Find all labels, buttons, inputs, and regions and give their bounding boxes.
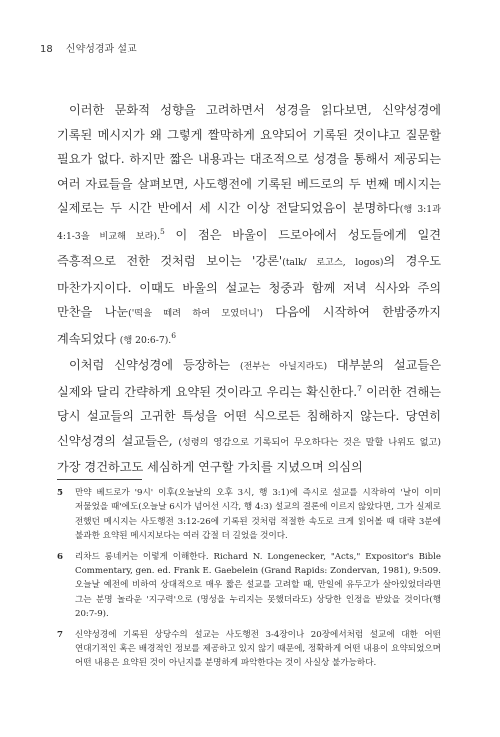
footnote-6 (57, 550, 441, 622)
page-number: 18 (40, 44, 53, 55)
footnotes (57, 486, 441, 677)
paragraph-2-text-c: 이러한 견해는 당시 설교들의 고귀한 특성을 어떤 식으로든 침해하지 않는다. 당연히 신약성경의 설교들은, (57, 384, 441, 448)
footnote-number: 7 (57, 629, 63, 640)
paragraph-2-text-a: 이처럼 신약성경에 등장하는 (69, 358, 240, 372)
paragraph-1-text-d: 다음에 시작하여 한밤중까지 계속되었다 (57, 305, 442, 346)
footnote-number: 6 (57, 551, 63, 562)
paragraph-1-aside-c: ('떡을 떼려 하여 모였더니') (128, 308, 263, 319)
footnote-7 (57, 628, 441, 671)
paragraph-1-aside-d: (행 20:6-7). (119, 334, 172, 346)
paragraph-1 (57, 98, 441, 353)
paragraph-2-aside-a: (전부는 아닐지라도) (239, 361, 328, 372)
paragraph-2-text-d: 가장 경건하고도 세심하게 연구할 가치를 지녔으며 의심의 (57, 460, 363, 474)
paragraph-1-text-b: 이 점은 바울이 드로아에서 성도들에게 일견 즉흥적으로 전한 것처럼 보이는 '강론' (57, 227, 441, 268)
paragraph-2-text-b: 대부분의 설교들은 실제와 달리 간략하게 요약된 것이라고 우리는 확신한다. (57, 358, 442, 399)
paragraph-1-aside-a: (행 3:1과 4:1-3을 비교해 보라). (57, 204, 441, 242)
footnote-text: 신약성경에 기록된 상당수의 설교는 사도행전 3-4장이나 20장에서처럼 설교에 대한 어떤 연대기적인 혹은 배경적인 정보를 제공하고 있지 않기 때문에, 정확하게 어떤 내용이 요약되었으며 어떤 내용은 요약된 것이 아닌지를 분명하게 파악한다는 것이 사실상 불가능하다. (75, 629, 441, 669)
running-head (40, 40, 137, 55)
paragraph-2-aside-c: (성령의 영감으로 기록되어 무오하다는 것은 말할 나위도 없고) (178, 436, 441, 448)
footnote-text: 만약 베드로가 '9시' 이후(오늘날의 오후 3시, 행 3:1)에 즉시로 설교를 시작하여 '날이 이미 저물었을 때'에도(오늘날 6시가 넘어선 시각, 행 4:3) 설교의 결론에 이르지 않았다면, 그가 실제로 전했던 메시지는 사도행전 3:12-26에 기록된 것처럼 적절한 속도로 크게 읽어볼 때 대략 3분에 불과한 요약된 메시지보다는 여러 갑절 더 길었을 것이다. (75, 488, 441, 542)
paragraph-1-aside-b: (talk/ 로고스, logos) (282, 257, 384, 268)
paragraph-1-text-c: 의 경우도 마찬가지이다. 이때도 바울의 설교는 청중과 함께 저녁 식사와 주의 만찬을 나눈 (57, 254, 441, 319)
footnote-text: 리차드 롱네커는 이렇게 이해한다. Richard N. Longenecker, "Acts," Expositor's Bible Commentary, gen. ed. Frank E. Gaebelein (Grand Rapids: Zondervan, 1981), 9:509. 오늘날 예전에 비하여 상대적으로 매우 짧은 설교를 고려할 때, 만일에 유두고가 살아있었더라면 그는 분명 놀라운 '지구력'으로 (명성을 누리지는 못했더라도) 상당한 인정을 받았을 것이다(행 20:7-9). (75, 551, 441, 620)
footnote-divider (57, 479, 142, 480)
body-text (57, 98, 441, 480)
footnote-ref-6[interactable]: 6 (171, 330, 176, 340)
running-title: 신약성경과 설교 (65, 44, 137, 55)
footnote-number: 5 (57, 488, 63, 498)
paragraph-1-text-a: 이러한 문화적 성향을 고려하면서 성경을 읽다보면, 신약성경에 기록된 메시지가 왜 그렇게 짤막하게 요약되어 기록된 것이냐고 질문할 필요가 없다. 하지만 짧은 내용과는 대조적으로 성경을 통해서 제공되는 여러 자료들을 살펴보면, 사도행전에 기록된 베드로의 두 번째 메시지는 실제로는 두 시간 반에서 세 시간 이상 전달되었음이 분명하다 (57, 103, 441, 215)
footnote-ref-5[interactable]: 5 (160, 226, 165, 236)
footnote-5 (57, 486, 441, 544)
paragraph-2 (57, 353, 441, 480)
footnote-ref-7[interactable]: 7 (357, 383, 362, 393)
